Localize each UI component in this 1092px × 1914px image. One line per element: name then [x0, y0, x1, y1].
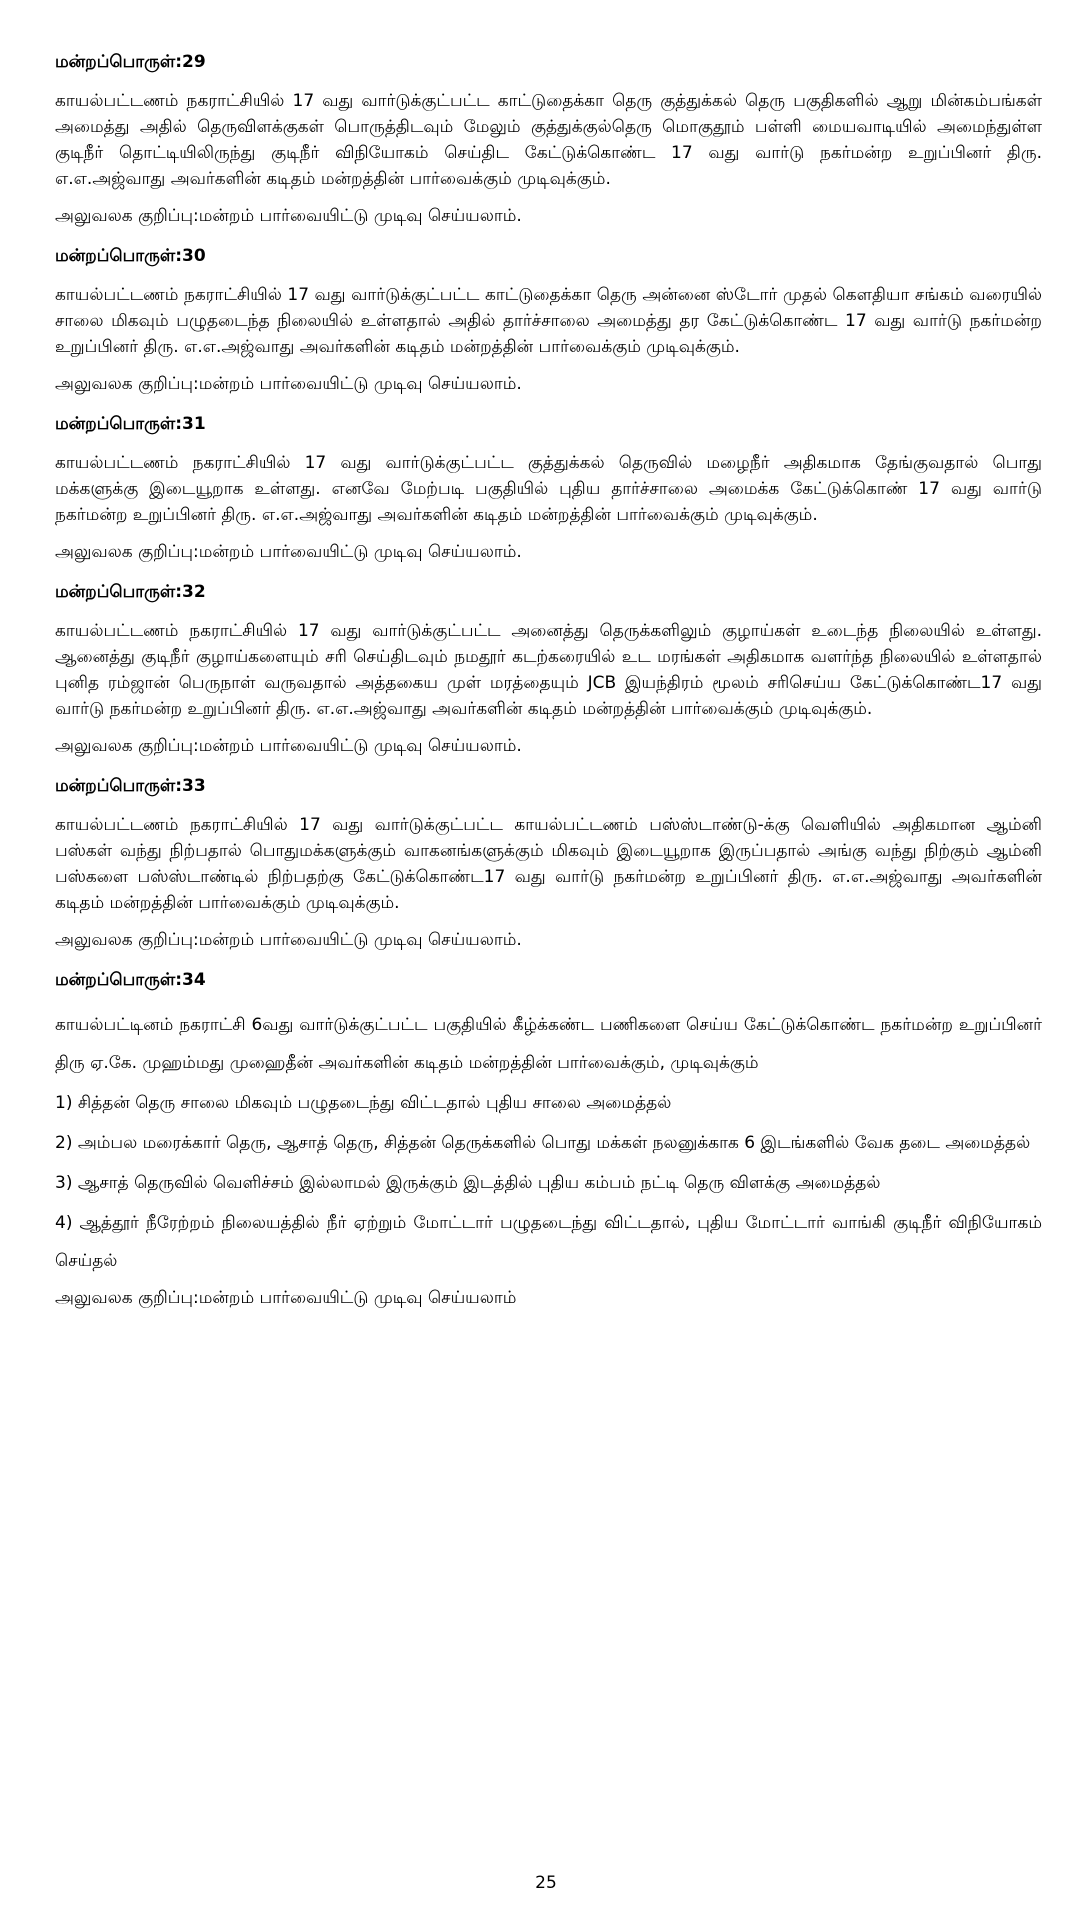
- document-page: [55, 50, 1042, 1310]
- list-item: 1) சித்தன் தெரு சாலை மிகவும் பழுதடைந்து விட்டதால் புதிய சாலை அமைத்தல்: [55, 1093, 672, 1113]
- item-heading: மன்றப்பொருள்:34: [55, 970, 206, 990]
- item-heading: மன்றப்பொருள்:30: [55, 246, 206, 266]
- item-text: காயல்பட்டணம் நகராட்சியில் 17 வது வார்டுக்குட்பட்ட காட்டுதைக்கா தெரு அன்னை ஸ்டோர் முதல் கௌதியா சங்கம் வரையில் சாலை மிகவும் பழுதடைந்த நிலையில் உள்ளதால் அதில் தார்ச்சாலை அமைத்து தர கேட்டுக்கொண்ட 17 வது வார்டு நகர்மன்ற உறுப்பினர் திரு. எ.எ.அஜ்வாது அவர்களின் கடிதம் மன்றத்தின் பார்வைக்கும் முடிவுக்கும்.: [55, 285, 1042, 357]
- item-heading: மன்றப்பொருள்:32: [55, 582, 206, 602]
- office-note: அலுவலக குறிப்பு:மன்றம் பார்வையிட்டு முடிவு செய்யலாம்.: [55, 374, 522, 394]
- item-text: காயல்பட்டணம் நகராட்சியில் 17 வது வார்டுக்குட்பட்ட காயல்பட்டணம் பஸ்ஸ்டாண்டு-க்கு வெளியில் அதிகமான ஆம்னி பஸ்கள் வந்து நிற்பதால் பொதுமக்களுக்கும் வாகனங்களுக்கும் மிகவும் இடையூறாக இருப்பதால் அங்கு வந்து நிற்கும் ஆம்னி பஸ்களை பஸ்ஸ்டாண்டில் நிற்பதற்கு கேட்டுக்கொண்ட17 வது வார்டு நகர்மன்ற உறுப்பினர் திரு. எ.எ.அஜ்வாது அவர்களின் கடிதம் மன்றத்தின் பார்வைக்கும் முடிவுக்கும்.: [55, 815, 1042, 913]
- item-text: காயல்பட்டணம் நகராட்சியில் 17 வது வார்டுக்குட்பட்ட அனைத்து தெருக்களிலும் குழாய்கள் உடைந்த நிலையில் உள்ளது. ஆனைத்து குடிநீர் குழாய்களையும் சரி செய்திடவும் நமதூர் கடற்கரையில் உட மரங்கள் அதிகமாக வளர்ந்த நிலையில் உள்ளதால் புனித ரம்ஜான் பெருநாள் வருவதால் அத்தகைய முள் மரத்தையும் JCB இயந்திரம் மூலம் சரிசெய்ய கேட்டுக்கொண்ட17 வது வார்டு நகர்மன்ற உறுப்பினர் திரு. எ.எ.அஜ்வாது அவர்களின் கடிதம் மன்றத்தின் பார்வைக்கும் முடிவுக்கும்.: [55, 621, 1042, 719]
- list-item: 4) ஆத்தூர் நீரேற்றம் நிலையத்தில் நீர் ஏற்றும் மோட்டார் பழுதடைந்து விட்டதால், புதிய மோட்டார் வாங்கி குடிநீர் விநியோகம் செய்தல்: [55, 1213, 1042, 1271]
- page-number: 25: [535, 1873, 557, 1893]
- item-heading: மன்றப்பொருள்:33: [55, 776, 206, 796]
- agenda-item-33: [55, 774, 1042, 952]
- item-heading: மன்றப்பொருள்:31: [55, 414, 206, 434]
- office-note: அலுவலக குறிப்பு:மன்றம் பார்வையிட்டு முடிவு செய்யலாம்.: [55, 930, 522, 950]
- office-note: அலுவலக குறிப்பு:மன்றம் பார்வையிட்டு முடிவு செய்யலாம்.: [55, 736, 522, 756]
- agenda-item-32: [55, 580, 1042, 758]
- office-note: அலுவலக குறிப்பு:மன்றம் பார்வையிட்டு முடிவு செய்யலாம்.: [55, 542, 522, 562]
- agenda-item-31: [55, 412, 1042, 564]
- list-item: 3) ஆசாத் தெருவில் வெளிச்சம் இல்லாமல் இருக்கும் இடத்தில் புதிய கம்பம் நட்டி தெரு விளக்கு அமைத்தல்: [55, 1173, 881, 1193]
- agenda-item-34: [55, 968, 1042, 1310]
- agenda-item-29: [55, 50, 1042, 228]
- item-intro: காயல்பட்டினம் நகராட்சி 6வது வார்டுக்குட்பட்ட பகுதியில் கீழ்க்கண்ட பணிகளை செய்ய கேட்டுக்கொண்ட நகர்மன்ற உறுப்பினர் திரு ஏ.கே. முஹம்மது முஹைதீன் அவர்களின் கடிதம் மன்றத்தின் பார்வைக்கும், முடிவுக்கும்: [55, 1015, 1042, 1073]
- office-note: அலுவலக குறிப்பு:மன்றம் பார்வையிட்டு முடிவு செய்யலாம்.: [55, 206, 522, 226]
- item-text: காயல்பட்டணம் நகராட்சியில் 17 வது வார்டுக்குட்பட்ட காட்டுதைக்கா தெரு குத்துக்கல் தெரு பகுதிகளில் ஆறு மின்கம்பங்கள் அமைத்து அதில் தெருவிளக்குகள் பொருத்திடவும் மேலும் குத்துக்குல்தெரு மொகுதூம் பள்ளி மையவாடியில் அமைந்துள்ள குடிநீர் தொட்டியிலிருந்து குடிநீர் விநியோகம் செய்திட கேட்டுக்கொண்ட 17 வது வார்டு நகர்மன்ற உறுப்பினர் திரு. எ.எ.அஜ்வாது அவர்களின் கடிதம் மன்றத்தின் பார்வைக்கும் முடிவுக்கும்.: [55, 91, 1042, 189]
- agenda-item-30: [55, 244, 1042, 396]
- list-item: 2) அம்பல மரைக்கார் தெரு, ஆசாத் தெரு, சித்தன் தெருக்களில் பொது மக்கள் நலனுக்காக 6 இடங்களில் வேக தடை அமைத்தல்: [55, 1133, 1031, 1153]
- office-note: அலுவலக குறிப்பு:மன்றம் பார்வையிட்டு முடிவு செய்யலாம்: [55, 1288, 517, 1308]
- item-heading: மன்றப்பொருள்:29: [55, 52, 206, 72]
- item-text: காயல்பட்டணம் நகராட்சியில் 17 வது வார்டுக்குட்பட்ட குத்துக்கல் தெருவில் மழைநீர் அதிகமாக தேங்குவதால் பொது மக்களுக்கு இடையூறாக உள்ளது. எனவே மேற்படி பகுதியில் புதிய தார்ச்சாலை அமைக்க கேட்டுக்கொண் 17 வது வார்டு நகர்மன்ற உறுப்பினர் திரு. எ.எ.அஜ்வாது அவர்களின் கடிதம் மன்றத்தின் பார்வைக்கும் முடிவுக்கும்.: [55, 453, 1042, 525]
